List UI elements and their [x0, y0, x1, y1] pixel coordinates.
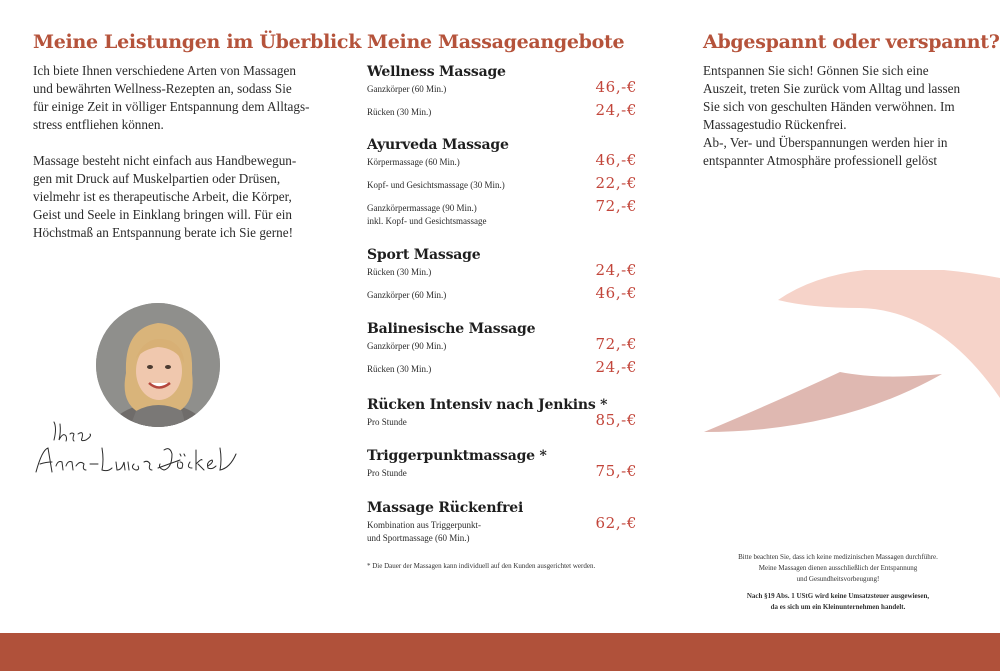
relax-line: Sie sich von geschulten Händen verwöhnen. Im — [703, 99, 955, 114]
price-item — [367, 411, 639, 437]
item-price: 72,-€ — [595, 197, 637, 215]
description-line: Geist und Seele in Einklang bringen will. Für ein — [33, 207, 292, 222]
item-name-line: Kombination aus Triggerpunkt- — [367, 520, 481, 530]
price-item — [367, 514, 639, 551]
intro-paragraph — [33, 62, 313, 134]
left-heading: Meine Leistungen im Überblick — [33, 31, 362, 53]
item-name-line: und Sportmassage (60 Min.) — [367, 533, 470, 543]
footer-bar — [0, 633, 1000, 671]
price-item — [367, 101, 639, 127]
intro-line: stress entfliehen können. — [33, 117, 164, 132]
decorative-swoosh — [700, 270, 1000, 440]
section-title: Ayurveda Massage — [367, 137, 509, 153]
tax-note-line: Nach §19 Abs. 1 UStG wird keine Umsatzsteuer ausgewiesen, — [746, 592, 930, 600]
intro-line: und bewährten Wellness-Rezepten an, sodass Sie — [33, 81, 292, 96]
right-heading: Abgespannt oder verspannt? — [703, 31, 1000, 53]
item-price: 46,-€ — [595, 284, 637, 302]
item-name: Pro Stunde — [367, 417, 407, 427]
section-title: Sport Massage — [367, 247, 481, 263]
item-name: Ganzkörper (60 Min.) — [367, 290, 447, 300]
intro-line: für einige Zeit in völliger Entspannung dem Alltags- — [33, 99, 310, 114]
item-price: 46,-€ — [595, 78, 637, 96]
section-rueckenfrei — [367, 499, 639, 551]
tax-note-line: da es sich um ein Kleinunternehmen handelt. — [770, 603, 906, 611]
signature-image — [30, 410, 270, 490]
relax-paragraph — [703, 62, 983, 170]
legal-note-line: Meine Massagen dienen ausschließlich der Entspannung — [758, 564, 918, 572]
item-name: Ganzkörper (90 Min.) — [367, 341, 447, 351]
item-price: 24,-€ — [595, 101, 637, 119]
legal-note — [703, 552, 973, 613]
item-price: 22,-€ — [595, 174, 637, 192]
price-item — [367, 358, 639, 384]
section-sport-massage — [367, 246, 639, 310]
item-name: Rücken (30 Min.) — [367, 107, 432, 117]
item-name: Kopf- und Gesichtsmassage (30 Min.) — [367, 180, 505, 190]
relax-line: Auszeit, treten Sie zurück vom Alltag und lassen — [703, 81, 961, 96]
duration-footnote: * Die Dauer der Massagen kann individuell auf den Kunden ausgerichtet werden. — [367, 562, 596, 570]
item-price: 85,-€ — [595, 411, 637, 429]
relax-line: Massagestudio Rückenfrei. — [703, 117, 847, 132]
intro-line: Ich biete Ihnen verschiedene Arten von Massagen — [33, 63, 296, 78]
section-title: Wellness Massage — [367, 64, 506, 80]
item-name: Ganzkörper (60 Min.) — [367, 84, 447, 94]
price-item — [367, 197, 639, 234]
section-title: Massage Rückenfrei — [367, 500, 524, 516]
item-name — [367, 519, 481, 545]
section-title: Triggerpunktmassage * — [367, 448, 547, 464]
relax-line: Entspannen Sie sich! Gönnen Sie sich eine — [703, 63, 929, 78]
portrait-illustration — [96, 303, 220, 427]
description-line: Massage besteht nicht einfach aus Handbewegun- — [33, 153, 297, 168]
item-price: 24,-€ — [595, 261, 637, 279]
item-name — [367, 202, 486, 228]
section-jenkins — [367, 396, 639, 437]
portrait-photo — [96, 303, 220, 427]
legal-note-line: Bitte beachten Sie, dass ich keine medizinischen Massagen durchführe. — [738, 553, 938, 561]
description-line: vielmehr ist es therapeutische Arbeit, die Körper, — [33, 189, 292, 204]
item-price: 62,-€ — [595, 514, 637, 532]
relax-line: Ab-, Ver- und Überspannungen werden hier in — [703, 135, 948, 150]
massage-description-paragraph — [33, 152, 313, 242]
item-name: Pro Stunde — [367, 468, 407, 478]
middle-heading: Meine Massageangebote — [367, 31, 625, 53]
item-name: Rücken (30 Min.) — [367, 267, 432, 277]
section-ayurveda-massage — [367, 136, 639, 234]
legal-note-line: und Gesundheitsvorbeugung! — [796, 575, 880, 583]
section-title: Rücken Intensiv nach Jenkins * — [367, 397, 608, 413]
item-name: Körpermassage (60 Min.) — [367, 157, 460, 167]
price-item — [367, 462, 639, 488]
item-name-line: Ganzkörpermassage (90 Min.) — [367, 203, 477, 213]
item-price: 46,-€ — [595, 151, 637, 169]
item-name: Rücken (30 Min.) — [367, 364, 432, 374]
item-price: 75,-€ — [595, 462, 637, 480]
section-wellness-massage — [367, 63, 639, 127]
item-price: 24,-€ — [595, 358, 637, 376]
description-line: Höchstmaß an Entspannung berate ich Sie gerne! — [33, 225, 294, 240]
item-price: 72,-€ — [595, 335, 637, 353]
section-title: Balinesische Massage — [367, 321, 536, 337]
item-name-line: inkl. Kopf- und Gesichtsmassage — [367, 216, 487, 226]
section-balinese-massage — [367, 320, 639, 384]
description-line: gen mit Druck auf Muskelpartien oder Drüsen, — [33, 171, 281, 186]
price-item — [367, 284, 639, 310]
section-triggerpunkt — [367, 447, 639, 488]
relax-line: entspannter Atmosphäre professionell gelöst — [703, 153, 938, 168]
